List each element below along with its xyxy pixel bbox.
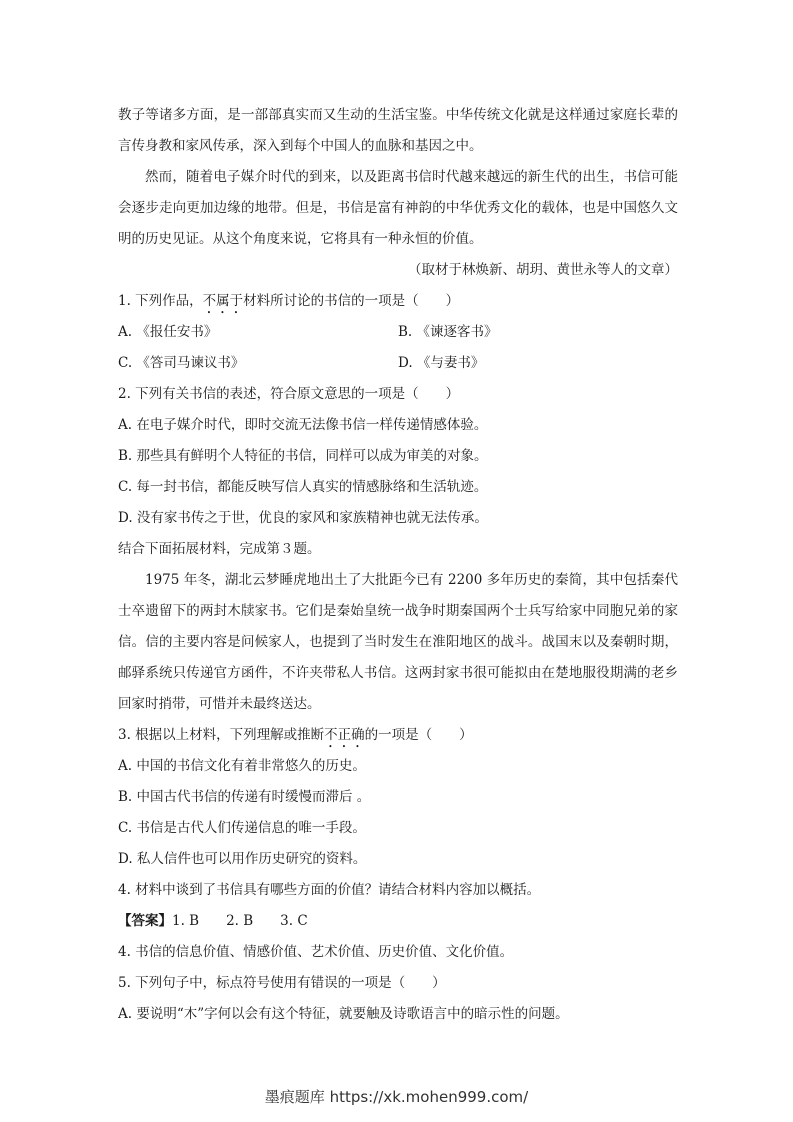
question-1-emphasis: 不属于 — [202, 293, 244, 309]
extension-intro: 结合下面拓展材料，完成第３题。 — [118, 541, 321, 557]
question-1-suffix: 材料所讨论的书信的一项是（ ） — [243, 293, 460, 309]
answer-question-4: 4. 书信的信息价值、情感价值、艺术价值、历史价值、文化价值。 — [118, 944, 514, 960]
question-1-prefix: 1. 下列作品， — [118, 293, 203, 309]
question-4-stem: 4. 材料中谈到了书信具有哪些方面的价值？请结合材料内容加以概括。 — [118, 882, 541, 898]
question-2-stem: 2. 下列有关书信的表述，符合原文意思的一项是（ ） — [118, 386, 460, 402]
question-1-option-a: A. 《报任安书》 — [118, 324, 218, 340]
question-1-option-b: B. 《谏逐客书》 — [398, 324, 498, 340]
passage-paragraph-1: 教子等诸多方面，是一部部真实而又生动的生活宝鉴。中华传统文化就是这样通过家庭长辈的言传身教和家风传承，深入到每个中国人的血脉和基因之中。 — [118, 107, 678, 154]
footer-watermark: 墨痕题库 https://xk.mohen999.com/ — [264, 1088, 529, 1106]
question-3-prefix: 3. 根据以上材料，下列理解或推断 — [118, 727, 325, 743]
answer-label: 【答案】 — [118, 913, 172, 929]
question-5-stem: 5. 下列句子中，标点符号使用有错误的一项是（ ） — [118, 975, 446, 991]
question-2-option-c: C. 每一封书信，都能反映写信人真实的情感脉络和生活轨迹。 — [118, 479, 488, 495]
question-1-stem — [118, 286, 678, 317]
answer-line — [118, 906, 678, 937]
extension-body: 1975 年冬，湖北云梦睡虎地出土了大批距今已有 2200 多年历史的秦简，其中包括秦代士卒遗留下的两封木牍家书。它们是秦始皇统一战争时期秦国两个士兵写给家中同胞兄弟的家信。信的主要内容是问候家人，也提到了当时发生在淮阳地区的战斗。战国末以及秦朝时期，邮驿系统只传递官方函件，不许夹带私人书信。这两封家书很可能拟由在楚地服役期满的老乡回家时捎带，可惜并未最终送达。 — [118, 572, 678, 712]
question-3-suffix: 的一项是（ ） — [364, 727, 473, 743]
question-3-option-c: C. 书信是古代人们传递信息的唯一手段。 — [118, 820, 366, 836]
question-2-option-d: D. 没有家书传之于世，优良的家风和家族精神也就无法传承。 — [118, 510, 488, 526]
question-2-option-a: A. 在电子媒介时代，即时交流无法像书信一样传递情感体验。 — [118, 417, 488, 433]
question-1-option-d: D. 《与妻书》 — [398, 355, 485, 371]
question-1-options-row-2 — [118, 348, 678, 379]
passage-source: （取材于林焕新、胡玥、黄世永等人的文章） — [408, 262, 678, 278]
question-1-options-row-1 — [118, 317, 678, 348]
question-3-option-a: A. 中国的书信文化有着非常悠久的历史。 — [118, 758, 366, 774]
question-1-option-c: C. 《答司马谏议书》 — [118, 355, 245, 371]
question-3-stem — [118, 720, 678, 751]
answer-choices: 1. B 2. B 3. C — [172, 913, 308, 929]
question-5-option-a: A. 要说明“木”字何以会有这个特征，就要触及诗歌语言中的暗示性的问题。 — [118, 1006, 569, 1022]
question-3-emphasis: 不正确 — [324, 727, 365, 743]
question-3-option-d: D. 私人信件也可以用作历史研究的资料。 — [118, 851, 367, 867]
question-2-option-b: B. 那些具有鲜明个人特征的书信，同样可以成为审美的对象。 — [118, 448, 488, 464]
document-body — [118, 100, 678, 1030]
passage-paragraph-2: 然而，随着电子媒介时代的到来，以及距离书信时代越来越远的新生代的出生，书信可能会逐步走向更加边缘的地带。但是，书信是富有神韵的中华优秀文化的载体，也是中国悠久文明的历史见证。从这个角度来说，它将具有一种永恒的价值。 — [118, 169, 678, 247]
question-3-option-b: B. 中国古代书信的传递有时缓慢而滞后 。 — [118, 789, 371, 805]
